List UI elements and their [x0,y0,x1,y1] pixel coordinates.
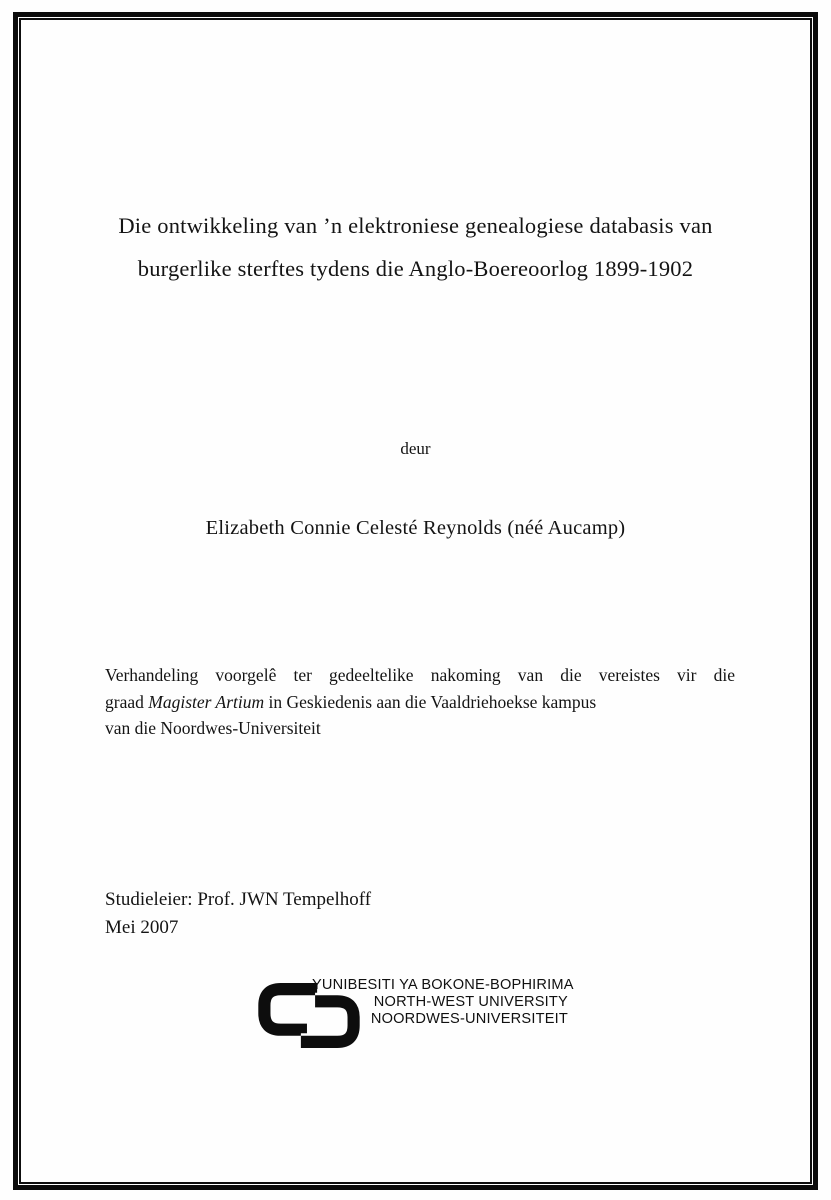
date-line: Mei 2007 [105,916,179,938]
submission-statement [105,662,735,742]
author-name: Elizabeth Connie Celesté Reynolds (néé Aucamp) [205,517,626,539]
supervisor-block [105,886,371,941]
thesis-title-line1: Die ontwikkeling van ’n elektroniese genealogiese databasis van [118,213,713,238]
byline-label: deur [400,439,431,458]
university-logo-text [312,977,632,1029]
submission-line2-post: in Geskiedenis aan die Vaaldriehoekse kampus [264,691,597,712]
university-logo [256,976,586,1056]
submission-line3: van die Noordwes-Universiteit [105,718,321,738]
submission-line2-pre: graad [105,691,149,712]
submission-line2 [105,689,735,716]
thesis-title-line2: burgerlike sterftes tydens die Anglo-Boereoorlog 1899-1902 [137,256,694,281]
degree-name: Magister Artium [148,691,265,712]
university-name-english: NORTH-WEST UNIVERSITY [373,994,568,1011]
university-name-setswana: YUNIBESITI YA BOKONE-BOPHIRIMA [312,977,574,993]
supervisor-line: Studieleier: Prof. JWN Tempelhoff [105,889,372,910]
thesis-title [40,212,791,282]
submission-line1: Verhandeling voorgelê ter gedeeltelike nakoming van die vereistes vir die [105,665,735,685]
university-name-afrikaans: NOORDWES-UNIVERSITEIT [370,1011,568,1028]
